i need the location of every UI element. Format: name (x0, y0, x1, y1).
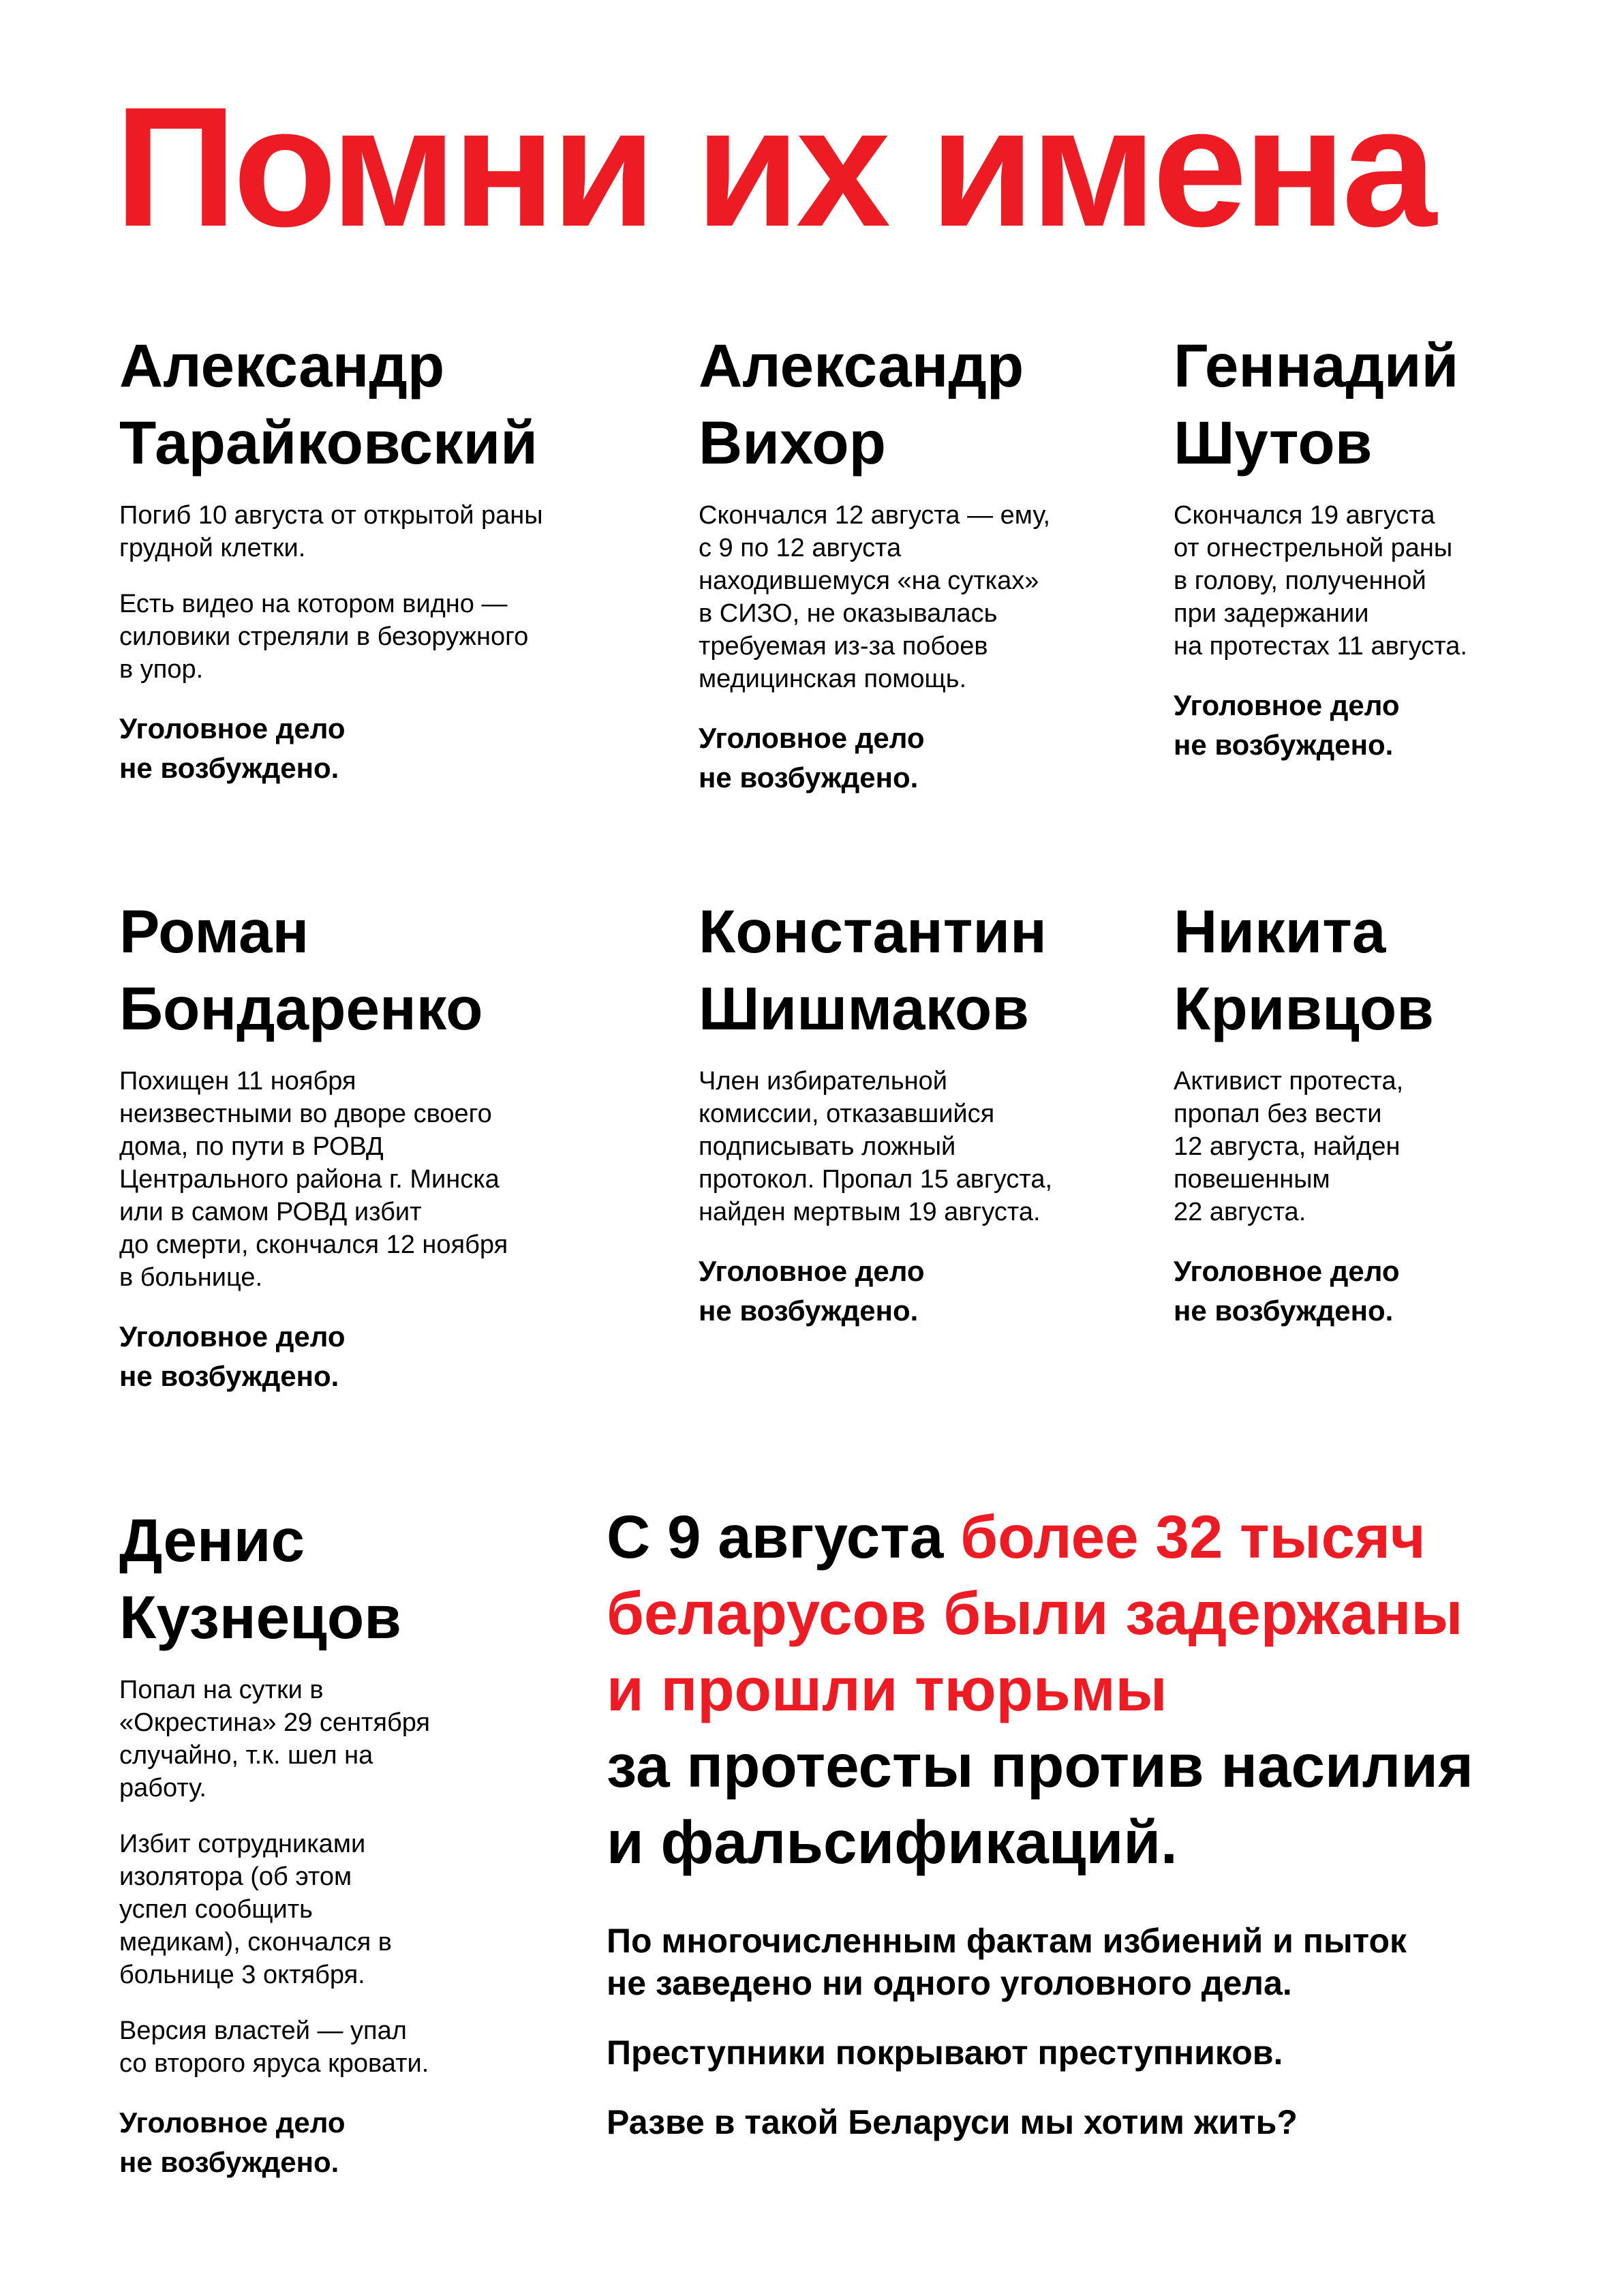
person-first-name: Денис (119, 1506, 305, 1574)
person-last-name: Тарайковский (119, 408, 538, 477)
case-status: Уголовное дело не возбуждено. (119, 1320, 346, 1392)
person-last-name: Шишмаков (699, 974, 1029, 1042)
person-card-bondarenko (119, 893, 508, 1396)
person-name (119, 327, 543, 481)
headline-black-text: С 9 августа (607, 1502, 961, 1571)
person-card-krivtsov (1174, 893, 1434, 1331)
person-card-shishmakov (699, 893, 1052, 1331)
statement-paragraph: По многочисленным фактам избиений и пыток не заведено ни одного уголовного дела. (607, 1922, 1407, 2002)
person-card-taraikovsky (119, 327, 543, 788)
statement-paragraph: Разве в такой Беларуси мы хотим жить? (607, 2103, 1298, 2141)
person-description: Член избирательной комиссии, отказавшийся подписывать ложный протокол. Пропал 15 августа, найден мертвым 19 августа. (699, 1067, 1053, 1226)
person-description: Избит сотрудниками изолятора (об этом успел сообщить медикам), скончался в больнице 3 октября. (119, 1830, 392, 1989)
person-last-name: Кузнецов (119, 1583, 401, 1651)
person-first-name: Роман (119, 897, 309, 965)
person-card-shutov (1174, 327, 1467, 765)
person-description: Похищен 11 ноября неизвестными во дворе своего дома, по пути в РОВД Центрального района г. Минска или в самом РОВД избит до смерти, скончался 12 ноября в больнице. (119, 1067, 508, 1292)
person-name (699, 327, 1050, 481)
person-first-name: Александр (699, 331, 1024, 399)
person-first-name: Александр (119, 331, 445, 399)
case-status: Уголовное дело не возбуждено. (699, 1255, 925, 1327)
person-description: Активист протеста, пропал без вести 12 августа, найден повешенным 22 августа. (1174, 1067, 1404, 1226)
headline-red-text: более 32 тысяч (960, 1502, 1426, 1571)
person-last-name: Шутов (1174, 408, 1373, 477)
headline-line (607, 1498, 1588, 1575)
case-status: Уголовное дело не возбуждено. (1174, 1255, 1400, 1327)
person-description: Скончался 19 августа от огнестрельной раны в голову, полученной при задержании на протестах 11 августа. (1174, 501, 1467, 661)
case-status: Уголовное дело не возбуждено. (699, 722, 925, 794)
headline-red-line: беларусов были задержаны (607, 1579, 1463, 1647)
headline-black-line: за протесты против насилия (607, 1732, 1473, 1800)
person-description: Версия властей — упал со второго яруса кровати. (119, 2016, 429, 2078)
person-first-name: Никита (1174, 897, 1386, 965)
person-description: Попал на сутки в «Окрестина» 29 сентября случайно, т.к. шел на работу. (119, 1676, 430, 1802)
headline-black-line: и фальсификаций. (607, 1808, 1178, 1876)
person-first-name: Константин (699, 897, 1047, 965)
person-first-name: Геннадий (1174, 331, 1459, 399)
statement-headline (607, 1498, 1588, 1880)
person-last-name: Бондаренко (119, 974, 483, 1042)
case-status: Уголовное дело не возбуждено. (119, 712, 346, 784)
person-card-vikhor (699, 327, 1050, 798)
headline-red-line: и прошли тюрьмы (607, 1655, 1167, 1723)
person-name (699, 893, 1052, 1047)
person-description: Скончался 12 августа — ему, с 9 по 12 августа находившемуся «на сутках» в СИЗО, не оказывалась требуемая из-за побоев медицинская помощь. (699, 501, 1051, 693)
person-name (119, 1502, 430, 1656)
person-card-kuznetsov (119, 1502, 430, 2182)
person-name (119, 893, 508, 1047)
page-title: Помни их имена (114, 72, 1433, 262)
person-name (1174, 893, 1434, 1047)
person-name (1174, 327, 1467, 481)
statement-block (607, 1498, 1588, 2171)
person-last-name: Вихор (699, 408, 886, 477)
person-description: Погиб 10 августа от открытой раны грудной клетки. (119, 501, 543, 562)
statement-paragraph: Преступники покрывают преступников. (607, 2034, 1283, 2072)
case-status: Уголовное дело не возбуждено. (119, 2106, 346, 2178)
case-status: Уголовное дело не возбуждено. (1174, 689, 1400, 761)
person-description: Есть видео на котором видно — силовики стреляли в безоружного в упор. (119, 590, 529, 684)
person-last-name: Кривцов (1174, 974, 1434, 1042)
